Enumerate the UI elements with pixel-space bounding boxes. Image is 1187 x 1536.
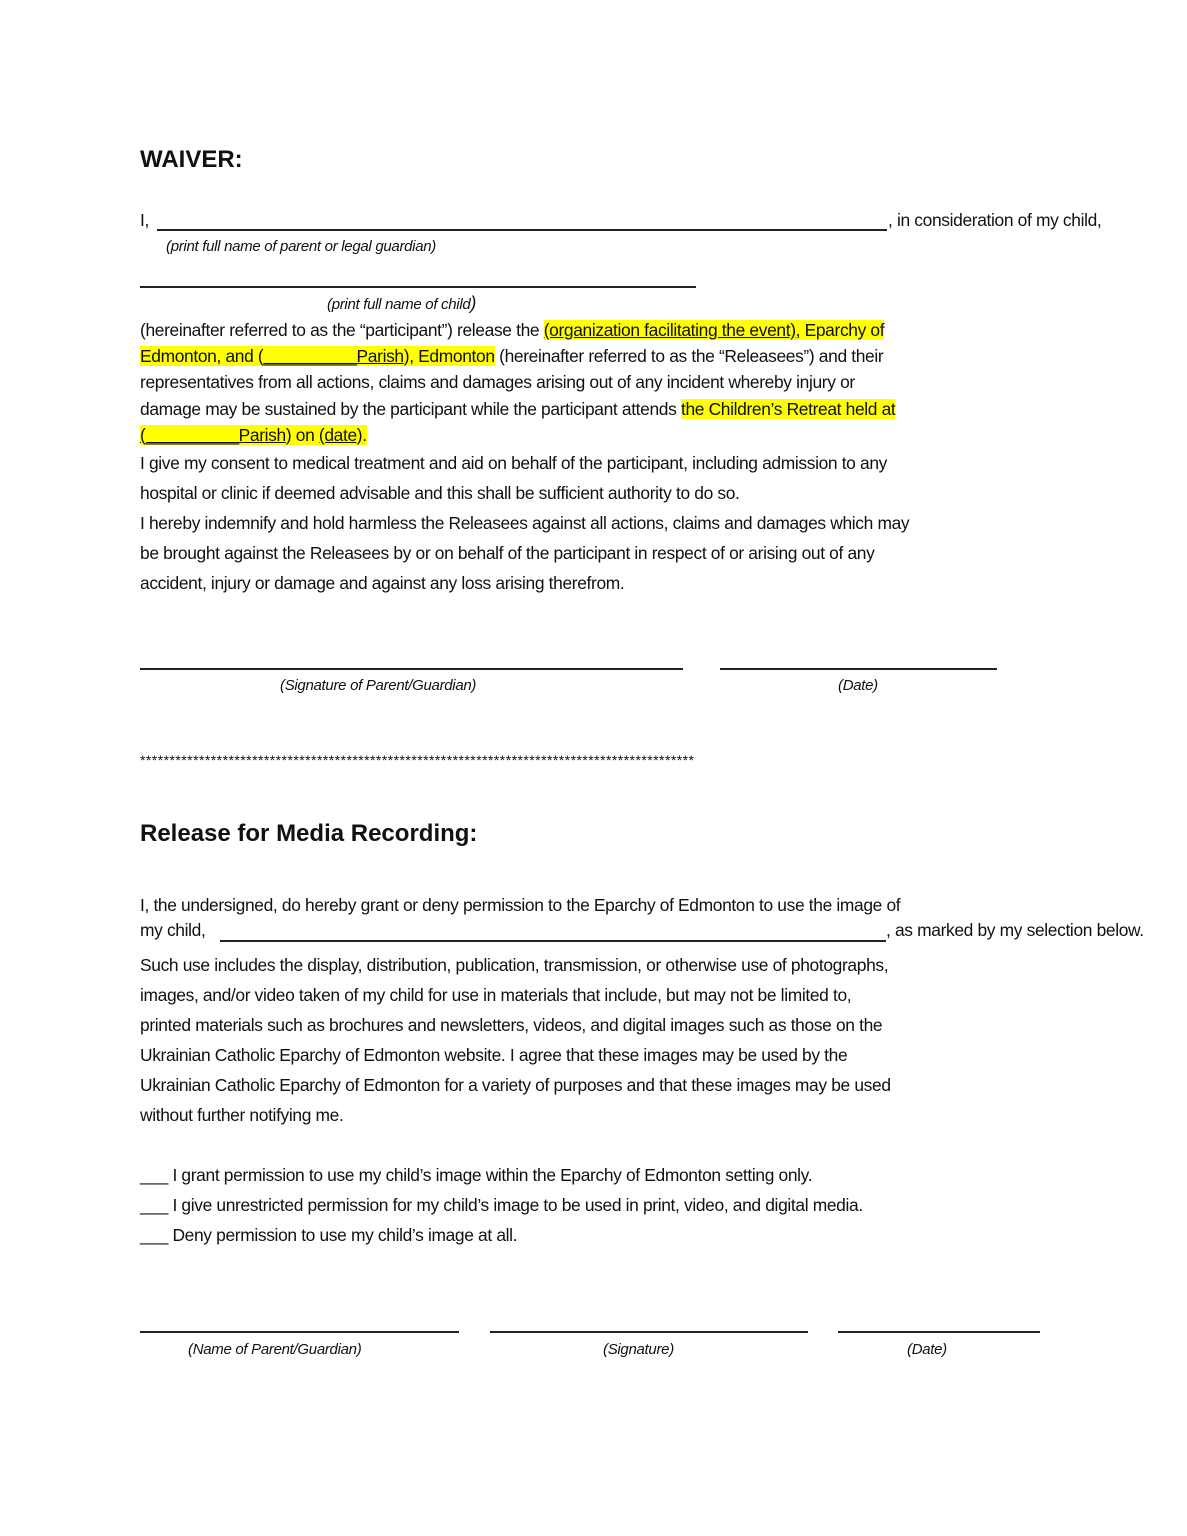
waiver-signature-field[interactable]	[140, 668, 683, 670]
media-intro: I, the undersigned, do hereby grant or deny permission to the Eparchy of Edmonton to use the image of	[140, 895, 901, 915]
media-date-field[interactable]	[838, 1331, 1040, 1333]
section-separator: **********************************************************************************************	[140, 752, 695, 768]
child-name-caption: (print full name of child)	[327, 293, 477, 313]
media-name-field[interactable]	[140, 1331, 459, 1333]
media-options	[140, 1160, 1045, 1250]
media-child-prefix: my child,	[140, 920, 206, 940]
waiver-release-paragraph: (hereinafter referred to as the “participant”) release the (organization facilitating the event), Eparchy of Edmonton, and (__________Parish), Edmonton (hereinafter referred to as the “Releasees”) and their representatives from all actions, claims and damages arising out of any incident whereby injury or damage may be sustained by the participant while the participant attends the Children’s Retreat held at (__________Parish) on (date).	[140, 320, 896, 445]
media-option-grant-unrestricted[interactable]	[140, 1190, 1045, 1220]
media-option-deny[interactable]	[140, 1220, 1045, 1250]
media-release-title: Release for Media Recording:	[140, 820, 478, 847]
media-option-grant-limited[interactable]	[140, 1160, 1045, 1190]
waiver-date-field[interactable]	[720, 668, 997, 670]
media-child-name-field[interactable]	[220, 940, 886, 942]
waiver-signature-caption: (Signature of Parent/Guardian)	[280, 677, 477, 694]
waiver-date-caption: (Date)	[838, 677, 878, 694]
media-signature-field[interactable]	[490, 1331, 808, 1333]
child-name-field[interactable]	[140, 286, 696, 288]
waiver-line-suffix: , in consideration of my child,	[888, 210, 1102, 230]
waiver-medical-consent: I give my consent to medical treatment and aid on behalf of the participant, including admission to any hospital or clinic if deemed advisable and this shall be sufficient authority to do so.	[140, 453, 887, 503]
option-label: I give unrestricted permission for my child’s image to be used in print, video, and digital media.	[172, 1195, 863, 1215]
waiver-indemnify-paragraph: I hereby indemnify and hold harmless the Releasees against all actions, claims and damages which may be brought against the Releasees by or on behalf of the participant in respect of or arising out of any accident, injury or damage and against any loss arising therefrom.	[140, 513, 910, 593]
option-blank[interactable]: ___	[140, 1225, 168, 1245]
option-label: I grant permission to use my child’s image within the Eparchy of Edmonton setting only.	[172, 1165, 813, 1185]
option-label: Deny permission to use my child’s image at all.	[172, 1225, 518, 1245]
option-blank[interactable]: ___	[140, 1165, 168, 1185]
media-date-caption: (Date)	[907, 1341, 947, 1358]
media-body-paragraph: Such use includes the display, distribution, publication, transmission, or otherwise use of photographs, images, and/or video taken of my child for use in materials that include, but may not be limited to, printed materials such as brochures and newsletters, videos, and digital images such as those on the Ukrainian Catholic Eparchy of Edmonton website. I agree that these images may be used by the Ukrainian Catholic Eparchy of Edmonton for a variety of purposes and that these images may be used without further notifying me.	[140, 955, 891, 1125]
option-blank[interactable]: ___	[140, 1195, 168, 1215]
media-child-suffix: , as marked by my selection below.	[886, 920, 1144, 940]
parent-name-field[interactable]	[157, 229, 887, 231]
waiver-line-prefix: I,	[140, 210, 149, 230]
media-signature-caption: (Signature)	[603, 1341, 674, 1358]
parent-name-caption: (print full name of parent or legal guardian)	[166, 238, 436, 255]
media-name-caption: (Name of Parent/Guardian)	[188, 1341, 362, 1358]
waiver-title: WAIVER:	[140, 146, 243, 173]
